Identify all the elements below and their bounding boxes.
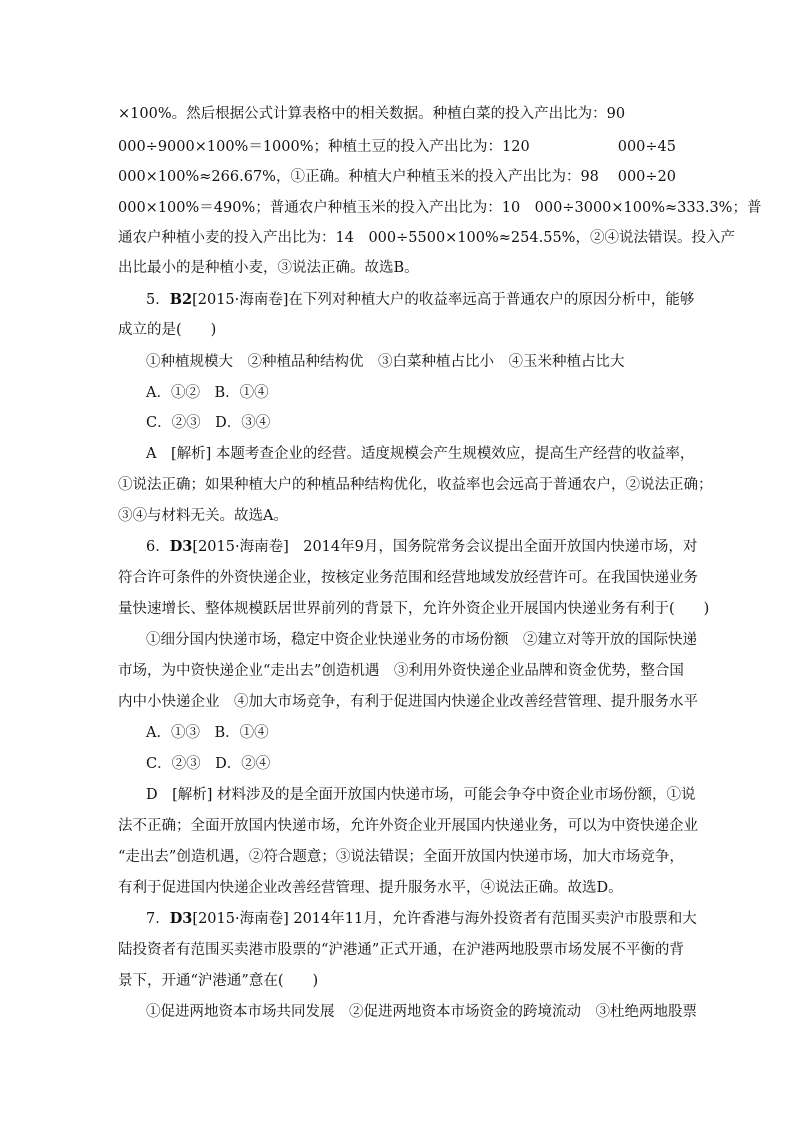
analysis-text-line: 000×100%≈266.67%，①正确。种植大户种植玉米的投入产出比为：98 xyxy=(118,169,599,185)
analysis-text-line: D [解析] 材料涉及的是全面开放国内快递市场，可能会争夺中资企业市场份额，①说 xyxy=(146,787,696,803)
analysis-text-line: ①说法正确；如果种植大户的种植品种结构优化，收益率也会远高于普通农户，②说法正确； xyxy=(118,477,713,493)
question-options: ①种植规模大 ②种植品种结构优 ③白菜种植占比小 ④玉米种植占比大 xyxy=(146,354,625,370)
answer-choices: C．②③ D．③④ xyxy=(146,415,271,431)
analysis-text-line: ×100%。然后根据公式计算表格中的相关数据。种植白菜的投入产出比为：90 xyxy=(118,106,626,122)
question-number: 7． xyxy=(146,911,170,927)
question-source: [2015·海南卷] xyxy=(192,911,289,927)
analysis-text-line: A [解析] 本题考查企业的经营。适度规模会产生规模效应，提高生产经营的收益率， xyxy=(146,446,695,462)
question-stem-text: 符合许可条件的外资快递企业，按核定业务范围和经营地域发放经营许可。在我国快递业务 xyxy=(118,570,698,586)
analysis-text-line: ③④与材料无关。故选A。 xyxy=(118,508,288,524)
question-code: D3 xyxy=(169,910,193,927)
question-options: ①促进两地资本市场共同发展 ②促进两地资本市场资金的跨境流动 ③杜绝两地股票 xyxy=(146,1004,697,1020)
answer-choices: C．②③ D．②④ xyxy=(146,756,271,772)
question-options: 市场，为中资快递企业“走出去”创造机遇 ③利用外资快递企业品牌和资金优势，整合国 xyxy=(118,663,684,679)
question-stem-text: 在下列对种植大户的收益率远高于普通农户的原因分析中，能够 xyxy=(288,292,695,308)
analysis-text-line: 000÷9000×100%＝1000%；种植土豆的投入产出比为：120 xyxy=(118,139,530,155)
question-stem-text: 量快速增长、整体规模跃居世界前列的背景下，允许外资企业开展国内快递业务有利于( ) xyxy=(118,601,710,617)
answer-choices: A．①② B．①④ xyxy=(146,385,269,401)
question-5-stem xyxy=(146,290,694,310)
answer-choices: A．①③ B．①④ xyxy=(146,725,269,741)
question-number: 5． xyxy=(146,292,170,308)
question-options: ①细分国内快递市场，稳定中资企业快递业务的市场份额 ②建立对等开放的国际快递 xyxy=(146,632,697,648)
analysis-text-line: 000×100%＝490%；普通农户种植玉米的投入产出比为：10 000÷3000×100%≈333.3%；普 xyxy=(118,200,762,216)
question-stem-text: 2014年11月，允许香港与海外投资者有范围买卖沪市股票和大 xyxy=(288,911,697,927)
analysis-text-line: “走出去”创造机遇，②符合题意；③说法错误；全面开放国内快递市场，加大市场竞争， xyxy=(118,849,684,865)
analysis-text-line: 000÷45 xyxy=(617,139,676,155)
analysis-text-line: 有利于促进国内快递企业改善经营管理、提升服务水平，④说法正确。故选D。 xyxy=(118,880,623,896)
question-6-stem xyxy=(146,537,697,557)
question-stem-text: 景下，开通“沪港通”意在( ) xyxy=(118,973,319,989)
question-number: 6． xyxy=(146,539,170,555)
question-code: B2 xyxy=(169,291,193,308)
question-source: [2015·海南卷] xyxy=(192,539,289,555)
analysis-text-line: 通农户种植小麦的投入产出比为：14 000÷5500×100%≈254.55%，②④说法错误。投入产 xyxy=(118,230,735,246)
question-stem-text: 成立的是( ) xyxy=(118,322,217,338)
analysis-text-line: 法不正确；全面开放国内快递市场，允许外资企业开展国内快递业务，可以为中资快递企业 xyxy=(118,818,698,834)
question-code: D3 xyxy=(169,538,193,555)
question-stem-text: 陆投资者有范围买卖港市股票的“沪港通”正式开通，在沪港两地股票市场发展不平衡的背 xyxy=(118,942,684,958)
question-7-stem xyxy=(146,909,697,929)
question-source: [2015·海南卷] xyxy=(192,292,289,308)
analysis-text-line: 000÷20 xyxy=(617,169,676,185)
question-stem-text: 2014年9月，国务院常务会议提出全面开放国内快递市场，对 xyxy=(288,539,698,555)
question-options: 内中小快递企业 ④加大市场竞争，有利于促进国内快递企业改善经营管理、提升服务水平 xyxy=(118,694,698,710)
analysis-text-line: 出比最小的是种植小麦，③说法正确。故选B。 xyxy=(118,260,419,276)
